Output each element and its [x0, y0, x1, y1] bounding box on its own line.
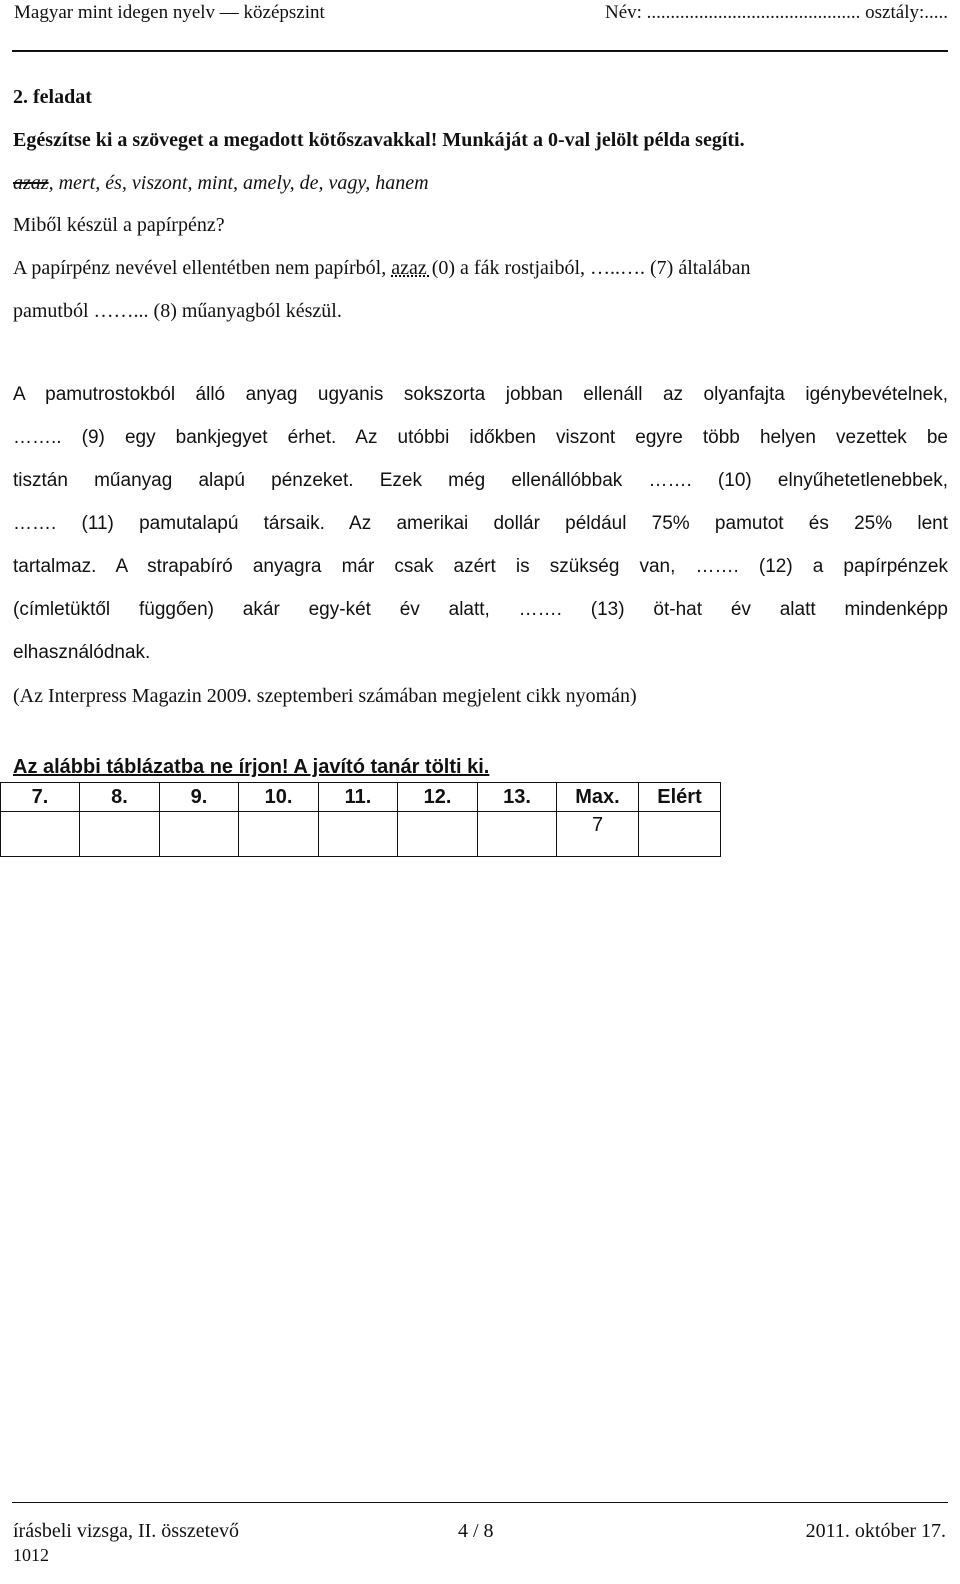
- header-cell: 10.: [239, 783, 319, 812]
- score-table-header-row: [1, 783, 721, 812]
- text-line: pamutból ……... (8) műanyagból készül.: [13, 300, 342, 322]
- word-bank-words: , mert, és, viszont, mint, amely, de, vagy, hanem: [48, 172, 429, 194]
- source-citation: (Az Interpress Magazin 2009. szeptemberi számában megjelent cikk nyomán): [13, 685, 637, 707]
- text-line: …….. (9) egy bankjegyet érhet. Az utóbbi időkben viszont egyre több helyen vezettek be: [13, 427, 948, 448]
- score-cell: [478, 812, 557, 857]
- text-line: A papírpénz nevével ellentétben nem papírból, azaz (0) a fák rostjaiból, …..…. (7) általában: [13, 257, 751, 279]
- footer-page-number: 4 / 8: [458, 1520, 494, 1542]
- task-instruction: Egészítse ki a szöveget a megadott kötőszavakkal! Munkáját a 0-val jelölt példa segíti.: [13, 129, 745, 151]
- footer-exam-code: 1012: [13, 1545, 49, 1565]
- task-title: 2. feladat: [13, 86, 92, 108]
- header-cell: 7.: [1, 783, 80, 812]
- score-table-title: Az alábbi táblázatba ne írjon! A javító tanár tölti ki.: [13, 756, 490, 778]
- text-line: tisztán műanyag alapú pénzeket. Ezek még ellenállóbbak ……. (10) elnyűhetetlenebbek,: [13, 470, 948, 491]
- score-table: [0, 782, 721, 857]
- text-question: Miből készül a papírpénz?: [13, 214, 225, 236]
- score-table-value-row: [1, 812, 721, 857]
- header-cell: 13.: [478, 783, 557, 812]
- header-cell: 8.: [80, 783, 160, 812]
- example-answer: azaz: [391, 257, 432, 279]
- header-cell: 12.: [398, 783, 478, 812]
- max-score-cell: 7: [557, 812, 639, 857]
- text-line: tartalmaz. A strapabíró anyagra már csak azért is szükség van, ……. (12) a papírpénzek: [13, 556, 948, 577]
- header-cell: 11.: [319, 783, 398, 812]
- footer-exam-part: írásbeli vizsga, II. összetevő: [13, 1520, 240, 1542]
- exam-subject: Magyar mint idegen nyelv — középszint: [14, 2, 325, 23]
- score-cell: [319, 812, 398, 857]
- text-line: A pamutrostokból álló anyag ugyanis sokszorta jobban ellenáll az olyanfajta igénybevételnek,: [13, 384, 948, 405]
- score-cell: [1, 812, 80, 857]
- footer-divider: [12, 1502, 948, 1503]
- footer-date: 2011. október 17.: [805, 1520, 946, 1542]
- score-cell: [398, 812, 478, 857]
- text-line: ……. (11) pamutalapú társaik. Az amerikai dollár például 75% pamutot és 25% lent: [13, 513, 948, 534]
- text-line: elhasználódnak.: [13, 642, 151, 663]
- achieved-score-cell: [639, 812, 721, 857]
- student-name-class-field: Név: ............................................. osztály:.....: [604, 2, 948, 23]
- word-bank-example: azaz: [13, 172, 49, 194]
- header-cell: Max.: [557, 783, 639, 812]
- text-line: (címletüktől függően) akár egy-két év alatt, ……. (13) öt-hat év alatt mindenképp: [13, 599, 948, 620]
- word-bank: [13, 172, 429, 195]
- header-cell: 9.: [160, 783, 239, 812]
- header-divider: [12, 50, 948, 52]
- header-cell: Elért: [639, 783, 721, 812]
- score-cell: [80, 812, 160, 857]
- score-cell: [160, 812, 239, 857]
- score-cell: [239, 812, 319, 857]
